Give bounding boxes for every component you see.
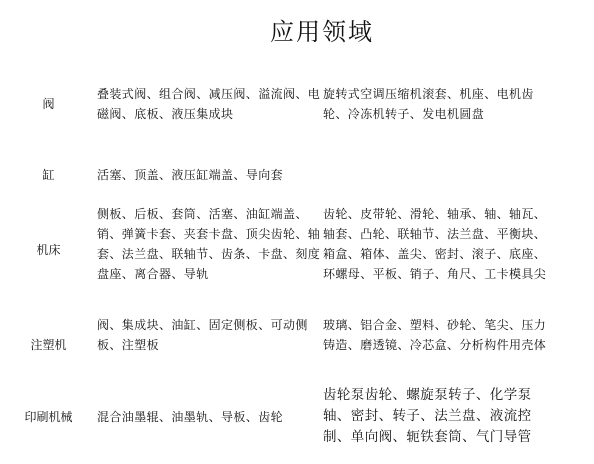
row-applications-col2: 齿轮泵齿轮、螺旋泵转子、化学泵轴、密封、转子、法兰盘、液流控制、单向阀、轭铁套筒、气门导管: [323, 387, 532, 445]
table-row: [0, 84, 594, 124]
row-category: 缸: [42, 168, 55, 182]
row-applications-col1: 叠装式阀、组合阀、减压阀、溢流阀、电磁阀、底板、液压集成块: [97, 87, 321, 121]
page-title: 应用领域: [270, 18, 374, 46]
table-row: [0, 204, 594, 304]
row-applications-col2: 玻璃、铝合金、塑料、砂轮、笔尖、压力铸造、磨透镜、冷芯盒、分析构件用壳体: [323, 318, 547, 352]
table-row: [0, 315, 594, 375]
row-applications-col1: 侧板、后板、套筒、活塞、油缸端盖、销、弹簧卡套、夹套卡盘、顶尖齿轮、轴套、法兰盘、联轴节、齿条、卡盘、刻度盘座、离合器、导轨: [97, 207, 321, 281]
row-category: 阀: [42, 97, 55, 111]
row-applications-col1: 阀、集成块、油缸、固定侧板、可动侧板、注塑板: [97, 318, 308, 352]
table-row: [0, 385, 594, 451]
row-category: 印刷机械: [24, 410, 73, 424]
row-applications-col2: 旋转式空调压缩机滚套、机座、电机齿轮、冷冻机转子、发电机圆盘: [323, 87, 534, 121]
row-applications-col1: 活塞、顶盖、液压缸端盖、导向套: [97, 168, 284, 182]
row-category: 注塑机: [30, 338, 67, 352]
row-applications-col1: 混合油墨辊、油墨轨、导板、齿轮: [97, 410, 284, 424]
table-row: [0, 165, 594, 185]
row-applications-col2: 齿轮、皮带轮、滑轮、轴承、轴、轴瓦、轴套、凸轮、联轴节、法兰盘、平衡块、箱盒、箱体、盖尖、密封、滚子、底座、环螺母、平板、销子、角尺、工卡模具尖: [323, 207, 547, 281]
row-category: 机床: [36, 243, 61, 257]
